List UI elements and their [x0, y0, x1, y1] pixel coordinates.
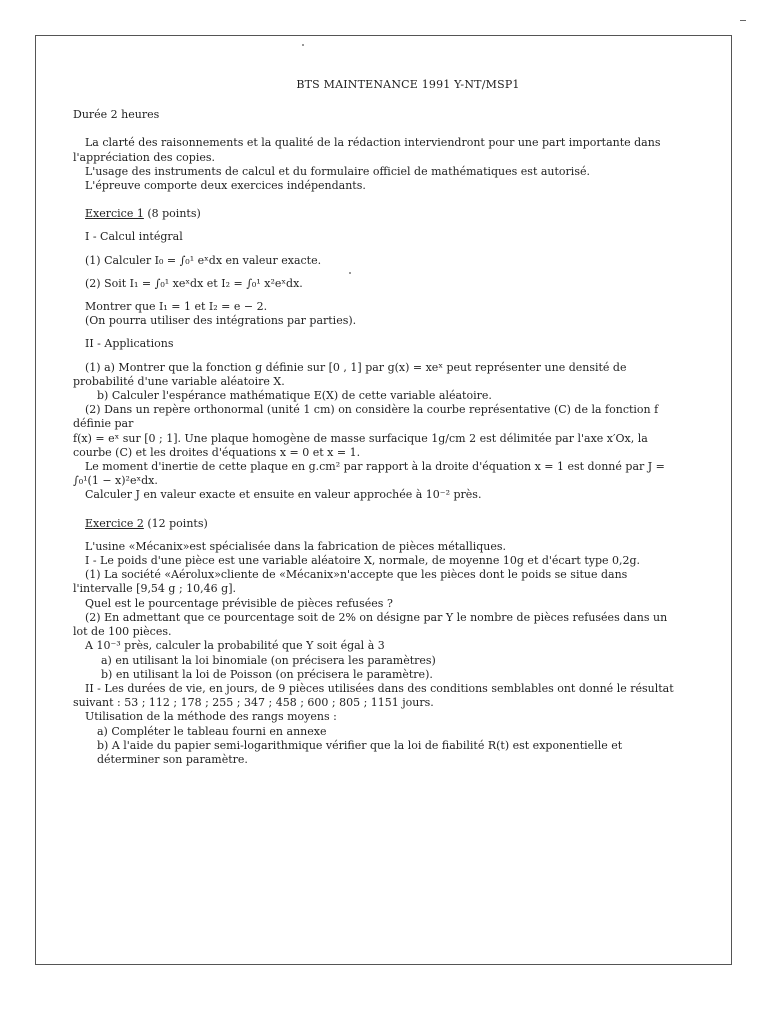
- ex1-applications-2-moment: Le moment d'inertie de cette plaque en g.cm² par rapport à la droite d'équation x = 1 est donné par J = ∫₀¹(1 − x)²eˣdx.: [73, 460, 665, 488]
- ex1-hint: (On pourra utiliser des intégrations par parties).: [85, 314, 357, 328]
- ex1-applications-1a: (1) a) Montrer que la fonction g définie sur [0 , 1] par g(x) = xeˣ peut représenter une densité de probabilité d'une variable aléatoire X.: [73, 360, 627, 388]
- ex2-line-8: b) en utilisant la loi de Poisson (on précisera le paramètre).: [101, 667, 433, 681]
- intro-paragraph-2: L'usage des instruments de calcul et du formulaire officiel de mathématiques est autorisé.: [85, 164, 590, 178]
- ex1-question-2: (2) Soit I₁ = ∫₀¹ xeˣdx et I₂ = ∫₀¹ x²eˣdx.: [85, 276, 303, 290]
- ex1-question-1: (1) Calculer I₀ = ∫₀¹ eˣdx en valeur exacte.: [85, 253, 322, 267]
- exam-sheet: [35, 35, 732, 965]
- ex2-line-9: II - Les durées de vie, en jours, de 9 pièces utilisées dans des conditions semblables ont donné le résultat suivant : 53 ; 112 ; 178 ; 255 ; 347 ; 458 ; 600 ; 805 ; 1151 jours.: [73, 681, 674, 710]
- exercise-2-title: Exercice 2: [85, 516, 144, 530]
- exercise-2-points: (12 points): [143, 516, 208, 530]
- ex2-line-12: b) A l'aide du papier semi-logarithmique vérifier que la loi de fiabilité R(t) est exponentielle et déterminer son paramètre.: [97, 738, 623, 766]
- ex2-line-3: (1) La société «Aérolux»cliente de «Mécanix»n'accepte que les pièces dont le poids se situe dans l'intervalle [9,54 g ; 10,46 g].: [73, 568, 628, 596]
- ex2-line-4: Quel est le pourcentage prévisible de pièces refusées ?: [85, 596, 393, 610]
- exercise-2-heading: [73, 517, 683, 531]
- ex1-part-1: I - Calcul intégral: [85, 230, 183, 244]
- ex2-line-1: L'usine «Mécanix»est spécialisée dans la fabrication de pièces métalliques.: [85, 539, 507, 553]
- exercise-1-heading: [73, 207, 683, 221]
- ex2-line-11: a) Compléter le tableau fourni en annexe: [97, 724, 327, 738]
- intro-paragraph-3: L'épreuve comporte deux exercices indépendants.: [85, 179, 366, 193]
- ex1-question-3: Montrer que I₁ = 1 et I₂ = e − 2.: [85, 300, 268, 314]
- duration: Durée 2 heures: [73, 108, 160, 122]
- ex1-applications-1b: b) Calculer l'espérance mathématique E(X) de cette variable aléatoire.: [97, 389, 492, 403]
- scan-mark: [740, 20, 746, 21]
- exam-title: BTS MAINTENANCE 1991 Y-NT/MSP1: [296, 78, 520, 91]
- intro-paragraph-1: La clarté des raisonnements et la qualité de la rédaction interviendront pour une part importante dans l'appréciation des copies.: [73, 136, 661, 164]
- ex2-line-10: Utilisation de la méthode des rangs moyens :: [85, 710, 337, 724]
- ex2-line-6: A 10⁻³ près, calculer la probabilité que Y soit égal à 3: [85, 639, 385, 653]
- ex1-applications-2-compute: Calculer J en valeur exacte et ensuite en valeur approchée à 10⁻² près.: [85, 488, 482, 502]
- ex1-applications-2: (2) Dans un repère orthonormal (unité 1 cm) on considère la courbe représentative (C) de la fonction f définie par: [73, 403, 659, 431]
- ex2-line-7: a) en utilisant la loi binomiale (on précisera les paramètres): [101, 653, 436, 667]
- ex2-line-5: (2) En admettant que ce pourcentage soit de 2% on désigne par Y le nombre de pièces refusées dans un lot de 100 pièces.: [73, 610, 668, 639]
- ex1-applications-2-plate: f(x) = eˣ sur [0 ; 1]. Une plaque homogène de masse surfacique 1g/cm 2 est délimitée par l'axe x′Ox, la courbe (C) et les droites d'équations x = 0 et x = 1.: [73, 431, 648, 459]
- exam-content: [73, 78, 683, 767]
- ex1-part-2: II - Applications: [85, 337, 174, 351]
- ex2-line-2: I - Le poids d'une pièce est une variable aléatoire X, normale, de moyenne 10g et d'écart type 0,2g.: [85, 554, 641, 568]
- exercise-1-title: Exercice 1: [85, 207, 144, 221]
- exercise-1-points: (8 points): [143, 207, 201, 221]
